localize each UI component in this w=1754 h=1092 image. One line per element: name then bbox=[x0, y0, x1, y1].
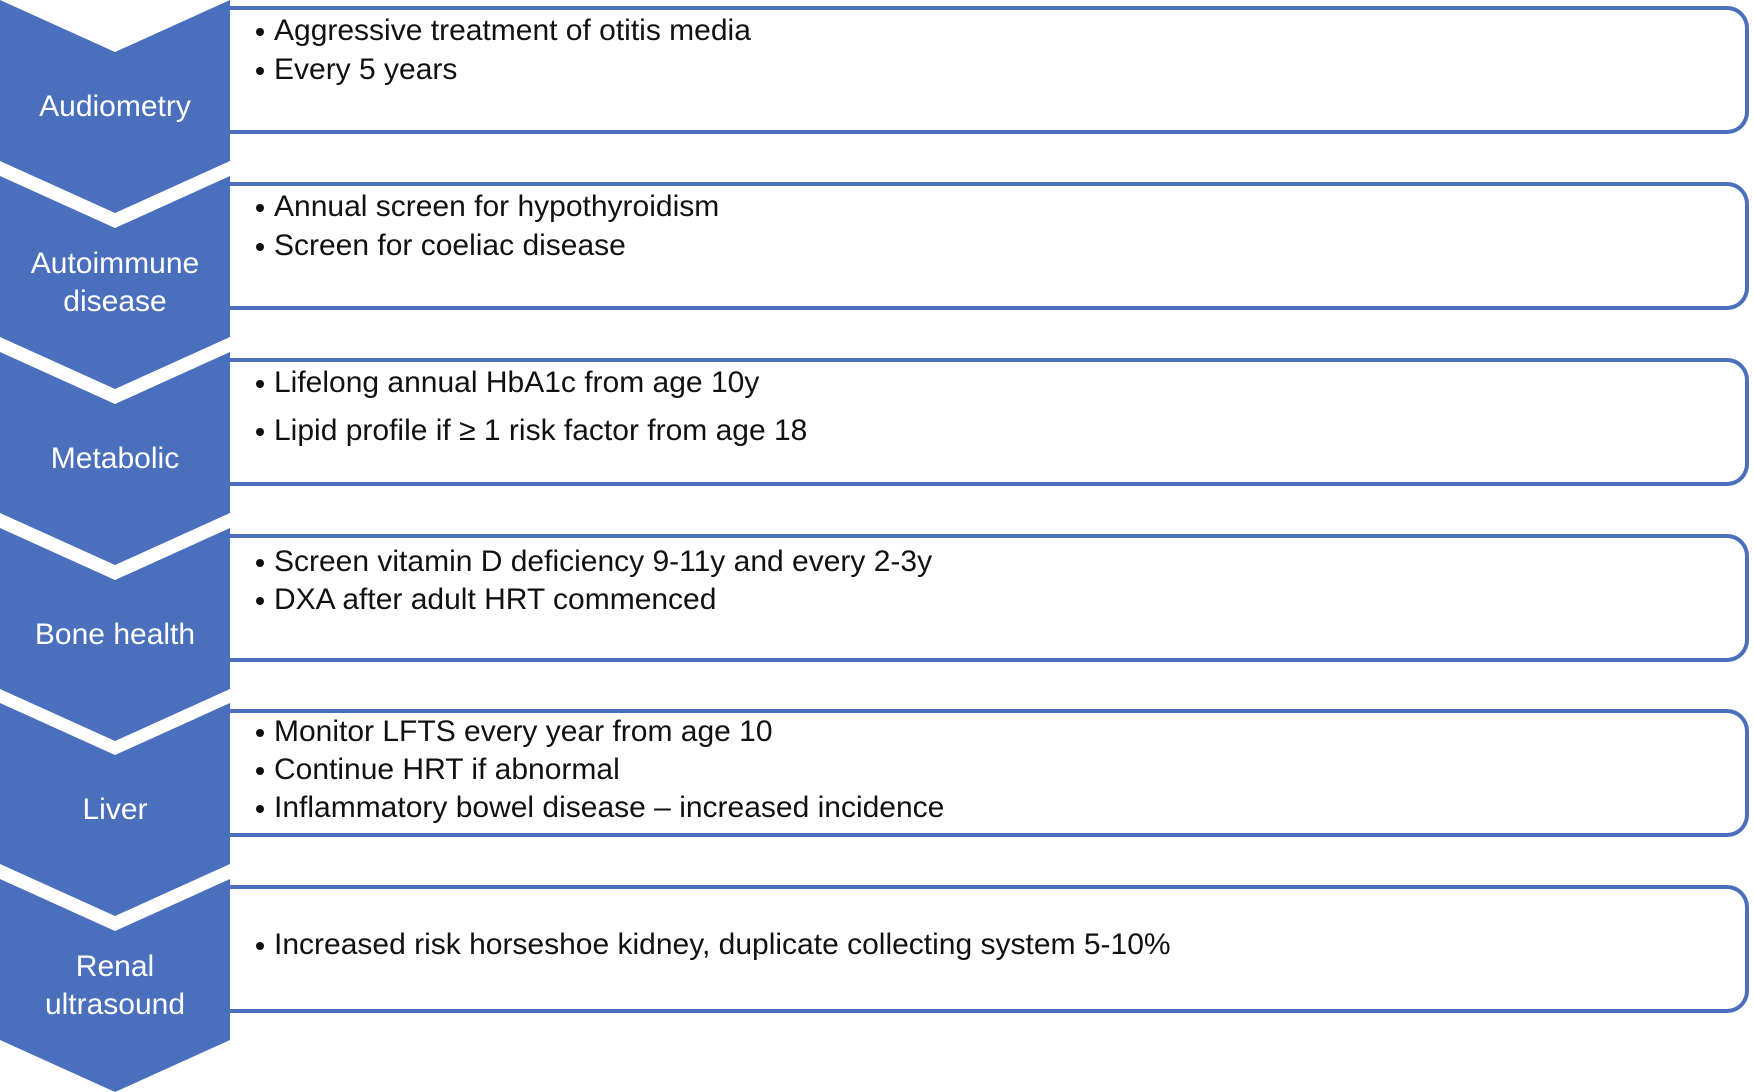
stage-label: Renal ultrasound bbox=[44, 950, 186, 1021]
bullet-item: Lipid profile if ≥ 1 risk factor from age 18 bbox=[256, 412, 807, 450]
bullet-item: Aggressive treatment of otitis media bbox=[256, 12, 751, 50]
stage-row bbox=[0, 879, 1754, 1092]
bullet-item: DXA after adult HRT commenced bbox=[256, 581, 716, 619]
stage-label: Liver bbox=[82, 793, 148, 826]
stage-detail-box bbox=[230, 182, 1749, 310]
bullet-item: Increased risk horseshoe kidney, duplicate collecting system 5-10% bbox=[256, 926, 1171, 964]
stage-label: Metabolic bbox=[50, 442, 180, 475]
stage-detail-box bbox=[230, 6, 1749, 134]
stage-label: Audiometry bbox=[39, 90, 191, 123]
bullet-item: Annual screen for hypothyroidism bbox=[256, 188, 719, 226]
bullet-item: Every 5 years bbox=[256, 51, 457, 89]
bullet-item: Monitor LFTS every year from age 10 bbox=[256, 713, 773, 751]
stage-detail-box bbox=[230, 358, 1749, 486]
stage-detail-box bbox=[230, 885, 1749, 1013]
bullet-item: Continue HRT if abnormal bbox=[256, 751, 620, 789]
bullet-item: Screen for coeliac disease bbox=[256, 227, 626, 265]
stage-detail-box bbox=[230, 534, 1749, 662]
stage-label: Autoimmune disease bbox=[30, 247, 200, 318]
bullet-item: Inflammatory bowel disease – increased incidence bbox=[256, 789, 944, 827]
stage-detail-box bbox=[230, 709, 1749, 837]
bullet-item: Lifelong annual HbA1c from age 10y bbox=[256, 364, 759, 402]
stage-label: Bone health bbox=[34, 618, 196, 651]
bullet-item: Screen vitamin D deficiency 9-11y and every 2-3y bbox=[256, 543, 932, 581]
